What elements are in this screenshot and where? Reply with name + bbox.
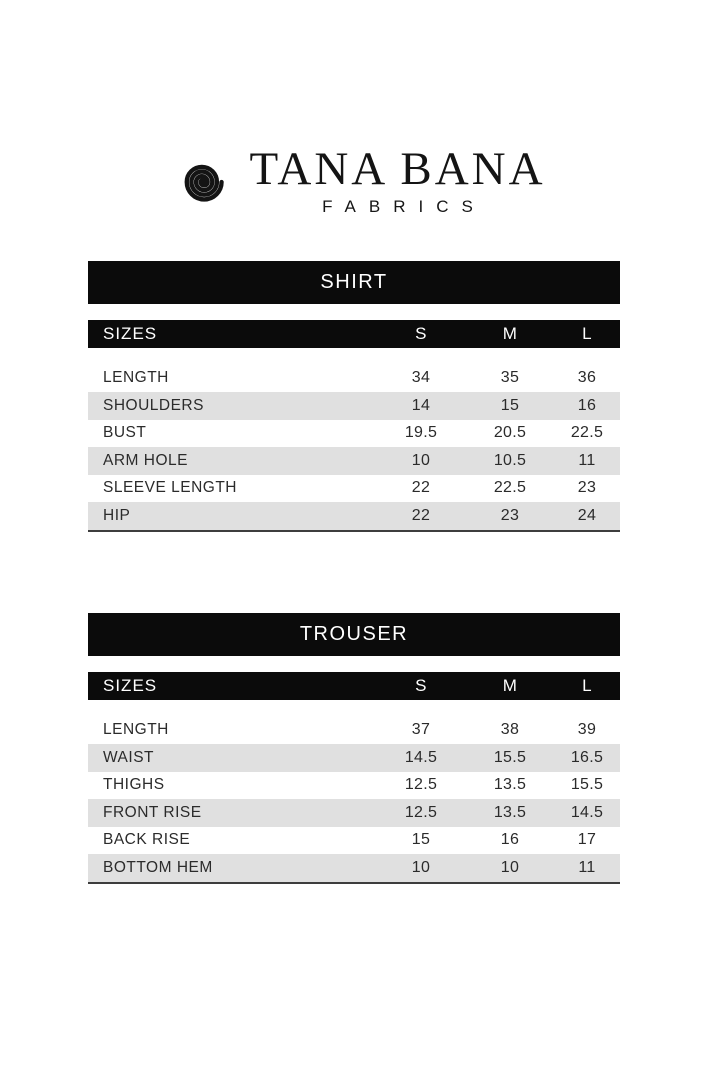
- sizes-header-label: SIZES: [103, 323, 158, 343]
- table-row: [88, 772, 620, 800]
- measurement-value: 16.5: [570, 748, 604, 766]
- measurement-value: 24: [577, 506, 597, 524]
- measurement-value: 10: [500, 858, 520, 876]
- measurement-value: 23: [577, 479, 597, 497]
- table-row: [88, 744, 620, 772]
- table-row: [88, 799, 620, 827]
- shirt-size-table: [88, 261, 620, 532]
- brand-logo: [0, 143, 720, 217]
- measurement-value: 15.5: [570, 776, 604, 794]
- measurement-value: 15: [411, 831, 431, 849]
- measurement-label: SLEEVE LENGTH: [103, 479, 237, 497]
- measurement-label: THIGHS: [103, 776, 165, 794]
- measurement-value: 22: [411, 506, 431, 524]
- measurement-value: 22.5: [493, 479, 527, 497]
- measurement-value: 10: [411, 451, 431, 469]
- table-row: [88, 420, 620, 448]
- spiral-icon: [174, 152, 232, 212]
- measurement-value: 35: [500, 369, 520, 387]
- measurement-value: 37: [411, 721, 431, 739]
- table-row: [88, 475, 620, 503]
- measurement-value: 36: [577, 369, 597, 387]
- brand-name: TANA BANA: [249, 143, 546, 195]
- sizes-header-label: SIZES: [103, 675, 158, 695]
- shirt-section-title: SHIRT: [320, 271, 388, 293]
- measurement-value: 10.5: [493, 451, 527, 469]
- table-row: [88, 365, 620, 393]
- trouser-section-title: TROUSER: [299, 623, 409, 645]
- measurement-label: LENGTH: [103, 721, 169, 739]
- measurement-value: 15.5: [493, 748, 527, 766]
- measurement-value: 14.5: [570, 803, 604, 821]
- column-header-l: L: [582, 323, 592, 343]
- measurement-label: BUST: [103, 424, 147, 442]
- table-row: [88, 447, 620, 475]
- measurement-value: 19.5: [404, 424, 438, 442]
- measurement-value: 38: [500, 721, 520, 739]
- measurement-value: 13.5: [493, 803, 527, 821]
- column-header-m: M: [502, 323, 518, 343]
- measurement-value: 12.5: [404, 776, 438, 794]
- measurement-label: HIP: [103, 506, 131, 524]
- measurement-value: 14.5: [404, 748, 438, 766]
- measurement-value: 14: [411, 396, 431, 414]
- measurement-value: 16: [500, 831, 520, 849]
- table-row: [88, 827, 620, 855]
- table-row: [88, 502, 620, 530]
- measurement-value: 10: [411, 858, 431, 876]
- brand-wordmark: [249, 143, 546, 217]
- measurement-label: WAIST: [103, 748, 155, 766]
- measurement-label: ARM HOLE: [103, 451, 188, 469]
- measurement-value: 11: [578, 858, 596, 876]
- shirt-table-body: [88, 365, 620, 532]
- shirt-sizes-header-row: [88, 320, 620, 348]
- measurement-value: 39: [577, 721, 597, 739]
- measurement-label: SHOULDERS: [103, 396, 204, 414]
- trouser-size-table: [88, 613, 620, 884]
- measurement-value: 15: [500, 396, 520, 414]
- measurement-label: BOTTOM HEM: [103, 858, 213, 876]
- measurement-value: 11: [578, 451, 596, 469]
- table-row: [88, 392, 620, 420]
- measurement-value: 12.5: [404, 803, 438, 821]
- measurement-value: 34: [411, 369, 431, 387]
- measurement-value: 20.5: [493, 424, 527, 442]
- measurement-value: 17: [577, 831, 597, 849]
- brand-subtitle: FABRICS: [322, 197, 486, 216]
- table-row: [88, 717, 620, 745]
- trouser-table-body: [88, 717, 620, 884]
- column-header-l: L: [582, 675, 592, 695]
- shirt-section-header: [88, 261, 620, 304]
- measurement-value: 16: [577, 396, 597, 414]
- measurement-value: 13.5: [493, 776, 527, 794]
- measurement-label: FRONT RISE: [103, 803, 202, 821]
- column-header-m: M: [502, 675, 518, 695]
- table-row: [88, 854, 620, 882]
- measurement-value: 22: [411, 479, 431, 497]
- measurement-value: 23: [500, 506, 520, 524]
- trouser-sizes-header-row: [88, 672, 620, 700]
- measurement-label: LENGTH: [103, 369, 169, 387]
- column-header-s: S: [415, 323, 427, 343]
- measurement-value: 22.5: [570, 424, 604, 442]
- measurement-label: BACK RISE: [103, 831, 191, 849]
- trouser-section-header: [88, 613, 620, 656]
- column-header-s: S: [415, 675, 427, 695]
